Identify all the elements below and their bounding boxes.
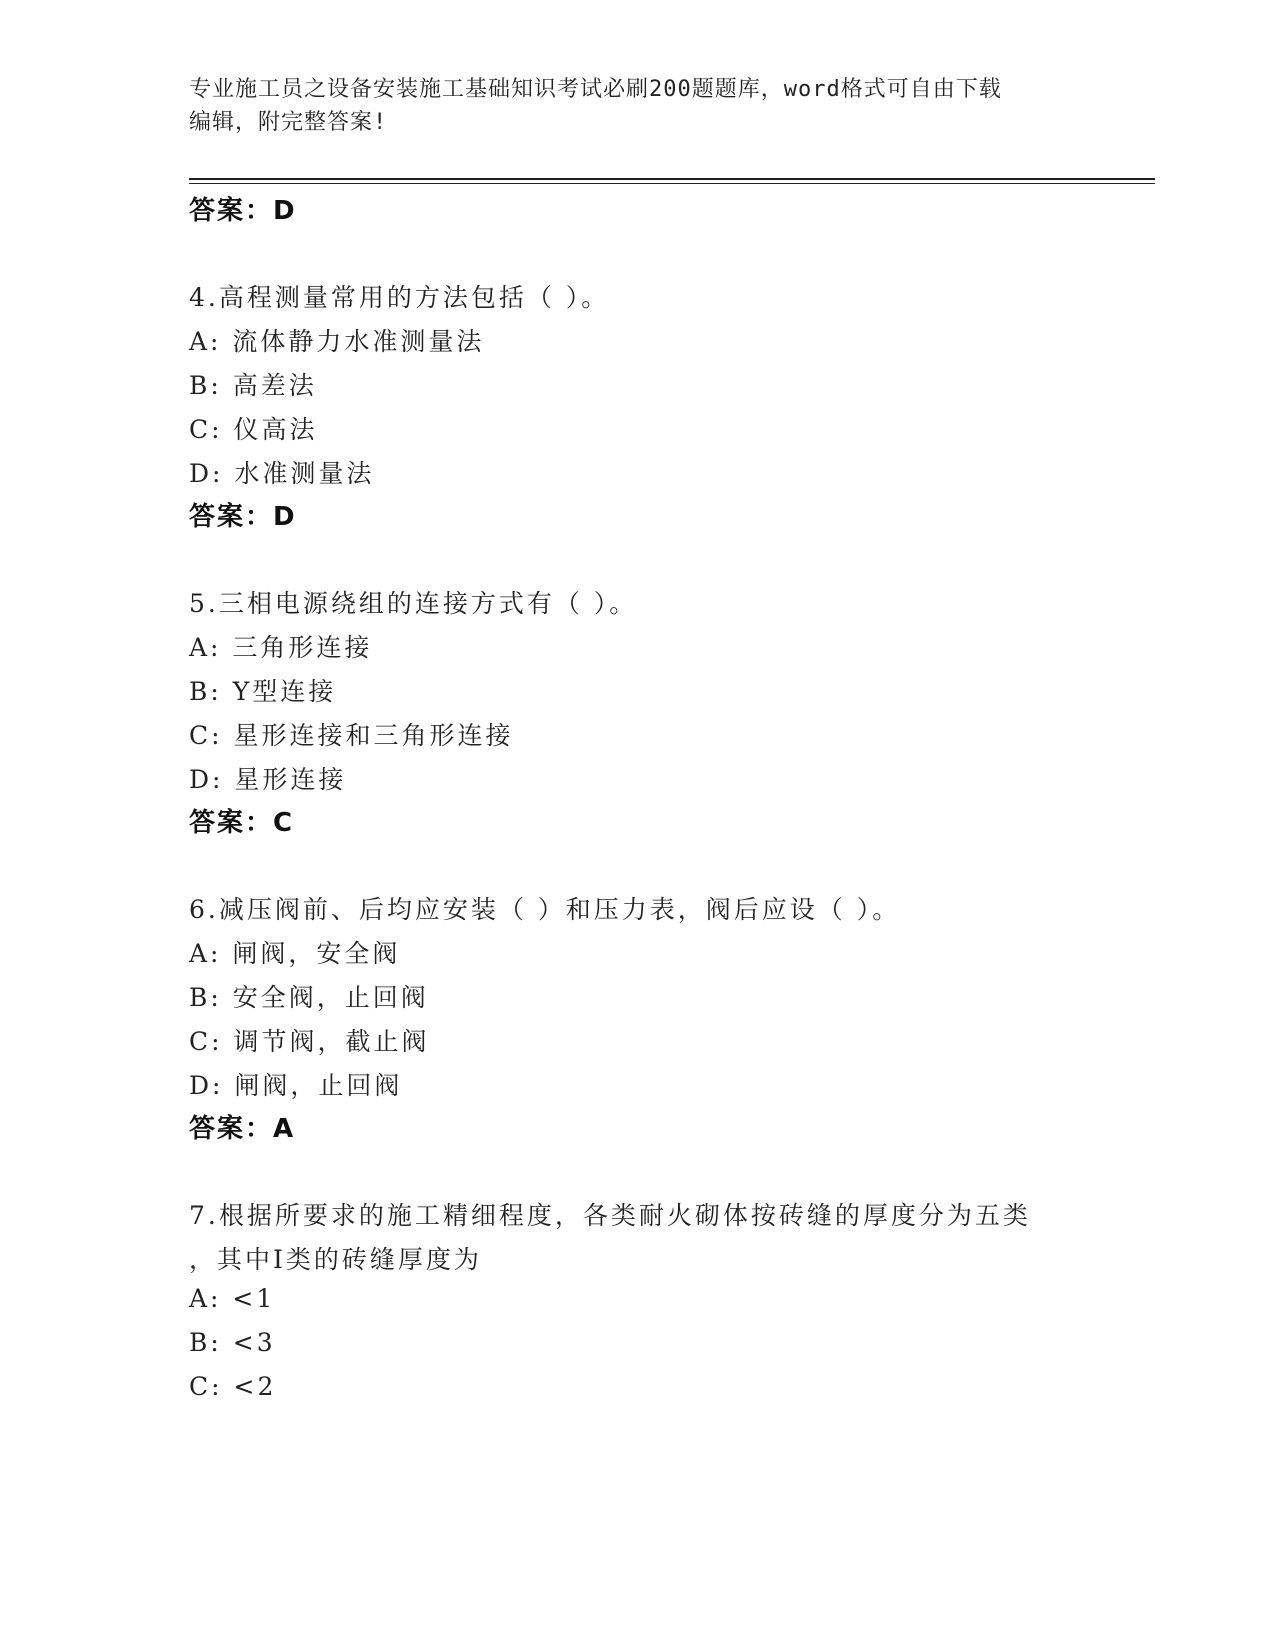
answer-q3: 答案：D <box>189 196 297 226</box>
question-6-stem: 6.减压阀前、后均应安装（ ）和压力表，阀后应设（ ）。 <box>189 895 901 924</box>
question-7-stem-line-1: 7.根据所要求的施工精细程度，各类耐火砌体按砖缝的厚度分为五类 <box>189 1201 1031 1230</box>
answer-q6: 答案：A <box>189 1114 296 1144</box>
question-4-option-a: A: 流体静力水准测量法 <box>189 327 485 356</box>
question-7-stem-line-2: ，其中Ⅰ类的砖缝厚度为 <box>189 1245 482 1274</box>
header-divider-thick <box>189 178 1155 180</box>
question-6-option-a: A: 闸阀，安全阀 <box>189 939 401 968</box>
question-4-option-d: D: 水准测量法 <box>189 459 375 488</box>
question-7-option-a: A: <1 <box>189 1284 276 1313</box>
question-4-stem: 4.高程测量常用的方法包括（ ）。 <box>189 283 610 312</box>
answer-q5: 答案：C <box>189 808 295 838</box>
header-line-2: 编辑，附完整答案! <box>189 110 388 135</box>
question-5-option-d: D: 星形连接 <box>189 765 347 794</box>
document-header <box>189 73 1089 139</box>
question-5-option-b: B: Y型连接 <box>189 677 337 706</box>
question-4-option-c: C: 仪高法 <box>189 415 318 444</box>
question-5-stem: 5.三相电源绕组的连接方式有（ ）。 <box>189 589 638 618</box>
header-divider-thin <box>189 183 1155 184</box>
question-5-option-a: A: 三角形连接 <box>189 633 373 662</box>
question-7-option-b: B: <3 <box>189 1328 276 1357</box>
answer-q4: 答案：D <box>189 502 297 532</box>
question-5-option-c: C: 星形连接和三角形连接 <box>189 721 514 750</box>
question-7-option-c: C: <2 <box>189 1372 277 1401</box>
question-6-option-d: D: 闸阀，止回阀 <box>189 1071 403 1100</box>
question-4-option-b: B: 高差法 <box>189 371 317 400</box>
header-line-1: 专业施工员之设备安装施工基础知识考试必刷200题题库，word格式可自由下载 <box>189 77 1002 102</box>
question-6-option-b: B: 安全阀，止回阀 <box>189 983 429 1012</box>
question-6-option-c: C: 调节阀，截止阀 <box>189 1027 430 1056</box>
